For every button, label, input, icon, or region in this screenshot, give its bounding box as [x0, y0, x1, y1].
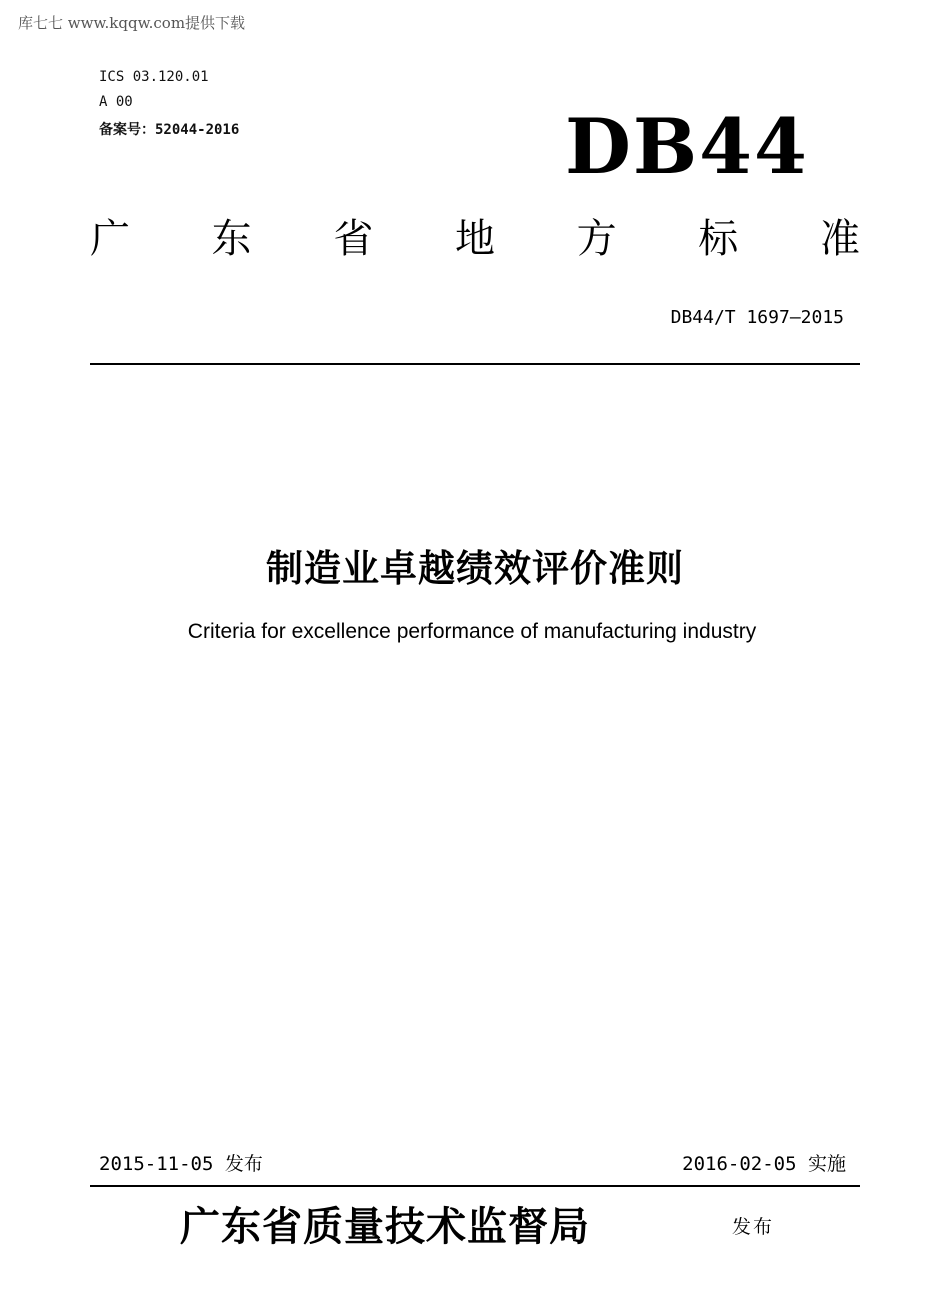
standard-type-char: 东 — [211, 216, 252, 262]
standard-type-char: 省 — [333, 216, 374, 262]
ics-code: ICS 03.120.01 — [99, 69, 209, 85]
standard-type-char: 地 — [454, 216, 495, 262]
standard-type-char: 广 — [90, 216, 130, 262]
standard-type-heading — [90, 214, 860, 264]
standard-number: DB44/T 1697—2015 — [670, 307, 844, 328]
issuing-label: 发布 — [732, 1216, 775, 1238]
publish-date: 2015-11-05 发布 — [99, 1153, 263, 1175]
top-divider — [90, 363, 860, 365]
issuing-authority: 广东省质量技术监督局 — [180, 1203, 590, 1250]
standard-type-char: 标 — [698, 216, 739, 262]
classification-code: A 00 — [99, 94, 133, 110]
record-number: 备案号：52044-2016 — [99, 122, 240, 138]
db44-logo: DB44 — [565, 102, 809, 191]
standard-type-char: 方 — [576, 216, 617, 262]
document-title-chinese: 制造业卓越绩效评价准则 — [266, 547, 684, 590]
standard-type-char: 准 — [819, 216, 860, 262]
implementation-date: 2016-02-05 实施 — [682, 1153, 846, 1175]
bottom-divider — [90, 1185, 860, 1187]
watermark-text: 库七七 www.kqqw.com提供下载 — [18, 14, 246, 32]
document-title-english: Criteria for excellence performance of manufacturing industry — [187, 620, 757, 643]
